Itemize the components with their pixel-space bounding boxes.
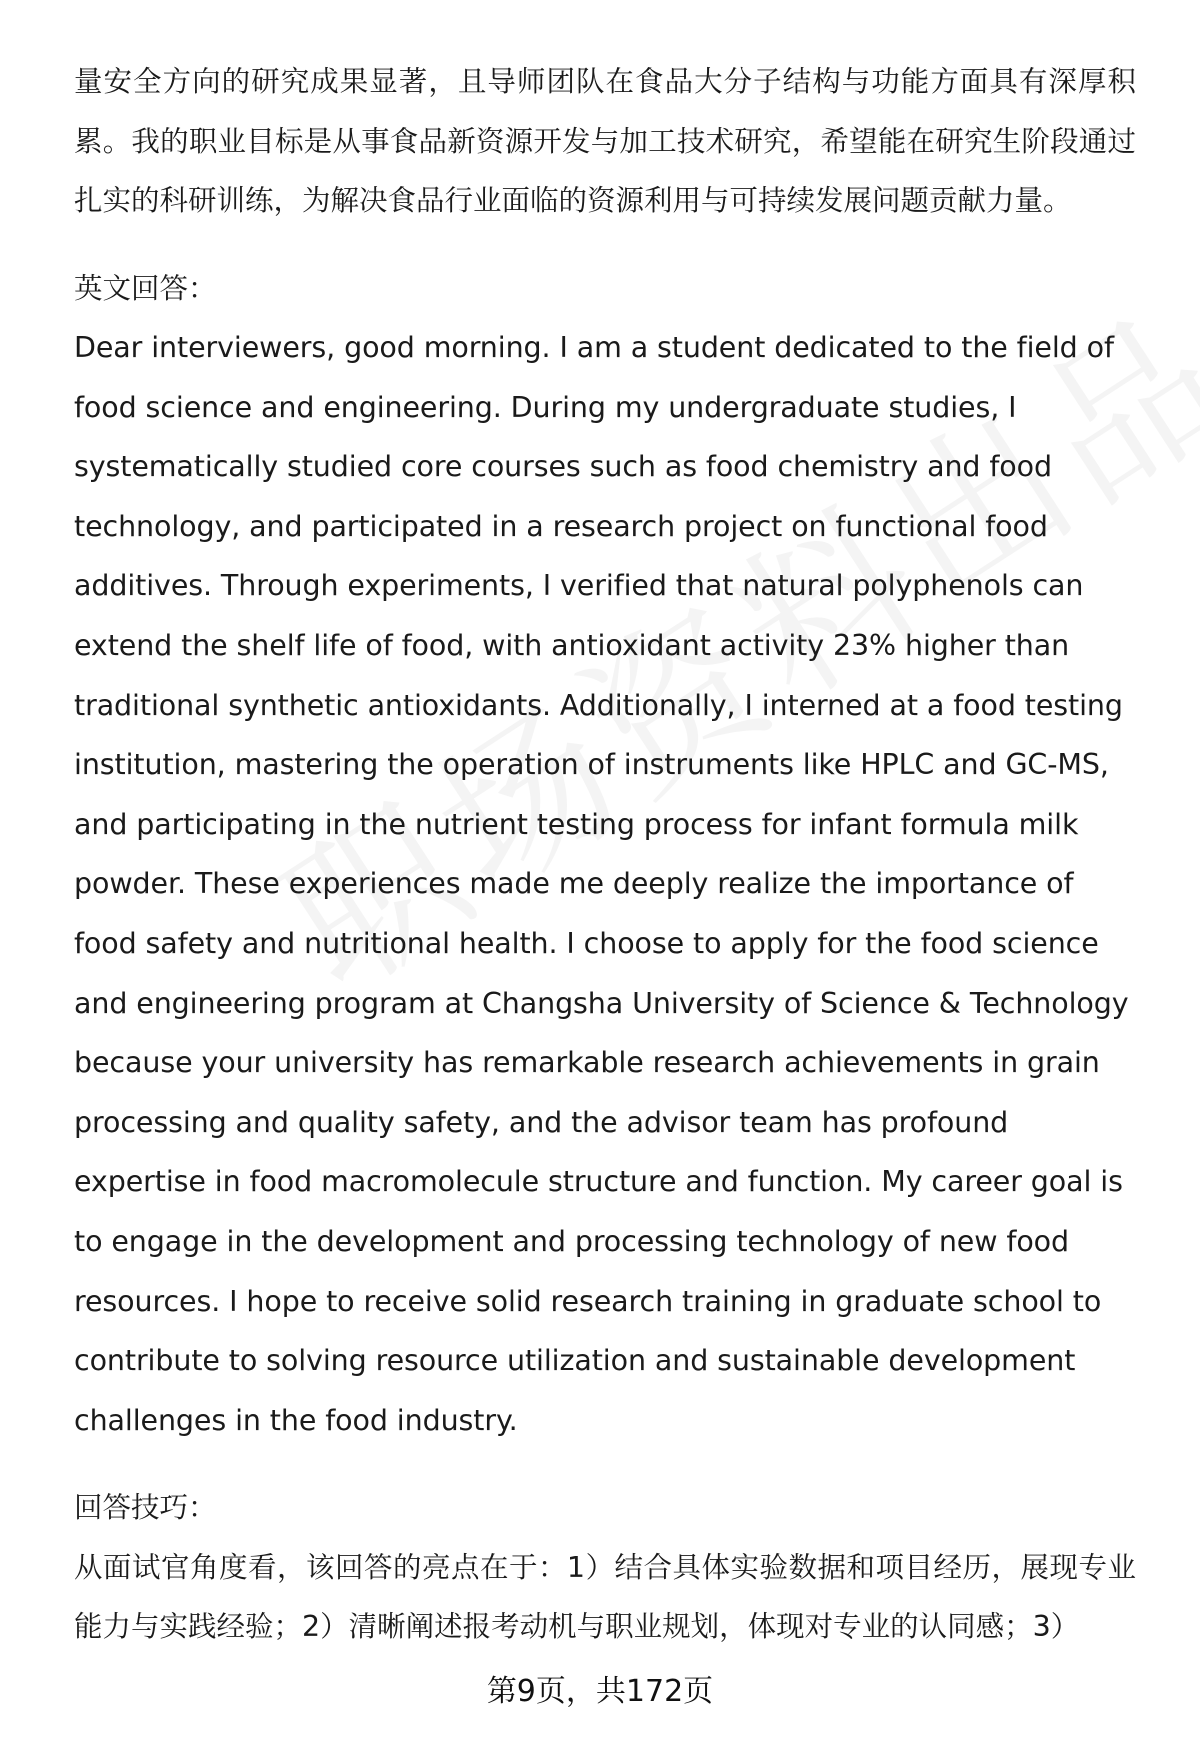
paragraph-gap bbox=[74, 1450, 1136, 1478]
english-answer-paragraph: Dear interviewers, good morning. I am a student dedicated to the field of food science and engineering. During my undergraduate studies, I systematically studied core courses such as food chemistry and food technology, and participated in a research project on functional food additives. Through experiments, I verified that natural polyphenols can extend the shelf life of food, with antioxidant activity 23% higher than traditional synthetic antioxidants. Additionally, I interned at a food testing institution, mastering the operation of instruments like HPLC and GC-MS, and participating in the nutrient testing process for infant formula milk powder. These experiences made me deeply realize the importance of food safety and nutritional health. I choose to apply for the food science and engineering program at Changsha University of Science & Technology because your university has remarkable research achievements in grain processing and quality safety, and the advisor team has profound expertise in food macromolecule structure and function. My career goal is to engage in the development and processing technology of new food resources. I hope to receive solid research training in graduate school to contribute to solving resource utilization and sustainable development challenges in the food industry. bbox=[74, 331, 1129, 1437]
document-page bbox=[74, 52, 1136, 1657]
answer-tips-heading: 回答技巧： bbox=[74, 1491, 217, 1525]
intro-paragraph: 量安全方向的研究成果显著，且导师团队在食品大分子结构与功能方面具有深厚积累。我的职业目标是从事食品新资源开发与加工技术研究，希望能在研究生阶段通过扎实的科研训练，为解决食品行业面临的资源利用与可持续发展问题贡献力量。 bbox=[74, 65, 1136, 217]
page-number-footer: 第9页，共172页 bbox=[486, 1674, 714, 1709]
paragraph-gap bbox=[74, 231, 1136, 259]
english-answer-heading: 英文回答： bbox=[74, 271, 217, 305]
answer-tips-paragraph: 从面试官角度看，该回答的亮点在于：1）结合具体实验数据和项目经历，展现专业能力与实践经验；2）清晰阐述报考动机与职业规划，体现对专业的认同感；3） bbox=[74, 1550, 1136, 1644]
